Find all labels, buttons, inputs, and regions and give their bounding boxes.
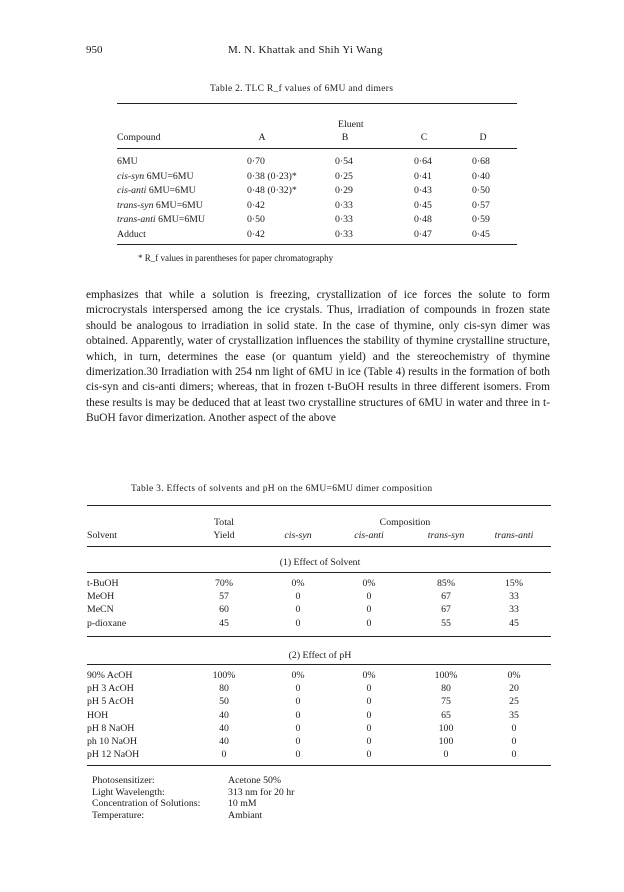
table2-cell-d: 0·57 [472, 199, 490, 211]
table3-cis-syn-cell: 0 [295, 617, 301, 629]
table2-compound-cell [117, 156, 138, 167]
table3-head-composition: Composition [379, 517, 431, 528]
table3-bottom-rule [87, 765, 551, 766]
table3-cis-syn-cell: 0 [295, 604, 301, 616]
table3-top-rule [87, 505, 551, 506]
table3-solvent-cell: 90% AcOH [87, 670, 133, 681]
table3-trans-syn-cell: 100% [434, 670, 458, 681]
table3-condition-label: Concentration of Solutions: [92, 798, 201, 809]
table3-condition-value: 10 mM [228, 798, 257, 809]
table3-head-trans-anti: trans-anti [494, 530, 534, 541]
table3-condition-label: Temperature: [92, 809, 145, 821]
table3-trans-syn-cell: 67 [441, 591, 451, 603]
table3-cis-syn-cell: 0% [291, 578, 305, 589]
table3-trans-syn-cell: 0 [443, 749, 449, 761]
table3-trans-anti-cell: 0% [507, 670, 521, 681]
table3-yield-cell: 100% [212, 670, 236, 681]
table3-trans-anti-cell: 15% [505, 578, 523, 589]
table3-cis-anti-cell: 0 [366, 709, 372, 721]
table2-cell-b: 0·33 [335, 199, 353, 211]
table3-section2-rule [87, 664, 551, 665]
table3-cis-syn-cell: 0 [295, 591, 301, 603]
table2-cell-a: 0·70 [247, 156, 265, 167]
table2-compound-name: 6MU=6MU [144, 170, 194, 182]
table2-compound-cell [117, 171, 194, 182]
table2-cell-c: 0·64 [414, 156, 432, 167]
table3-solvent-cell: p-dioxane [87, 617, 127, 629]
table3-solvent-cell: HOH [87, 709, 109, 721]
table2-cell-c: 0·45 [414, 199, 432, 211]
table2-cell-d: 0·50 [472, 185, 490, 197]
table3-yield-cell: 45 [219, 617, 229, 629]
table2-cell-a: 0·48 (0·32)* [247, 185, 297, 197]
table3-cis-anti-cell: 0% [362, 578, 376, 589]
table3-yield-cell: 80 [219, 683, 229, 695]
table3-header-rule [87, 546, 551, 547]
table2-cell-a: 0·38 (0·23)* [247, 170, 297, 182]
table2-compound-name: 6MU [117, 156, 138, 167]
table3-trans-anti-cell: 0 [511, 749, 517, 761]
table3-cis-anti-cell: 0 [366, 696, 372, 708]
table3-trans-anti-cell: 20 [509, 683, 519, 695]
table3-trans-anti-cell: 33 [509, 591, 519, 603]
table3-condition-label: Light Wavelength: [92, 786, 165, 798]
table3-section2-title: (2) Effect of pH [288, 650, 352, 661]
table3-trans-anti-cell: 0 [511, 736, 517, 747]
table3-condition-label: Photosensitizer: [92, 775, 155, 786]
table3-head-cis-anti: cis-anti [354, 530, 384, 541]
page-number: 950 [86, 44, 103, 56]
table2-compound-prefix: cis-syn [117, 170, 145, 182]
table3-yield-cell: 40 [219, 722, 229, 734]
table2-compound-cell [117, 214, 205, 225]
table3-trans-syn-cell: 55 [441, 617, 451, 629]
table3-head-trans-syn: trans-syn [427, 530, 465, 541]
table3-solvent-cell: pH 3 AcOH [87, 683, 134, 695]
table2-cell-d: 0·40 [472, 170, 490, 182]
table3-trans-anti-cell: 25 [509, 696, 519, 708]
table3-trans-anti-cell: 0 [511, 722, 517, 734]
table2-cell-d: 0·59 [472, 214, 490, 226]
table3-cis-anti-cell: 0 [366, 749, 372, 761]
table3-yield-cell: 57 [219, 591, 229, 603]
table3-cis-anti-cell: 0 [366, 683, 372, 695]
table3-cis-anti-cell: 0% [362, 670, 376, 681]
table3-solvent-cell: t-BuOH [87, 578, 119, 589]
table2-cell-c: 0·41 [414, 170, 432, 182]
table3-solvent-cell: pH 8 NaOH [87, 722, 135, 734]
table3-cis-syn-cell: 0 [295, 722, 301, 734]
table2-cell-a: 0·42 [247, 199, 265, 211]
table3-yield-cell: 60 [219, 604, 229, 616]
table2-compound-cell [117, 200, 203, 211]
table2-cell-b: 0·33 [335, 214, 353, 226]
table3-cis-anti-cell: 0 [366, 617, 372, 629]
table2-col-b: B [341, 132, 349, 143]
table3-section1-end-rule [87, 636, 551, 637]
table3-trans-anti-cell: 35 [509, 709, 519, 721]
running-header-authors: M. N. Khattak and Shih Yi Wang [228, 44, 383, 56]
table3-cis-anti-cell: 0 [366, 604, 372, 616]
table3-trans-syn-cell: 100 [438, 722, 454, 734]
table3-solvent-cell: pH 12 NaOH [87, 749, 140, 761]
table2-cell-c: 0·43 [414, 185, 432, 197]
table3-condition-value: Ambiant [228, 809, 263, 821]
table2-cell-a: 0·42 [247, 229, 265, 240]
table2-compound-name: 6MU=6MU [153, 199, 203, 211]
table3-trans-syn-cell: 85% [437, 578, 455, 589]
table3-solvent-cell: pH 5 AcOH [87, 696, 134, 708]
table3-head-total: Total [214, 517, 234, 528]
table3-trans-syn-cell: 100 [438, 736, 454, 747]
table3-trans-anti-cell: 33 [509, 604, 519, 616]
table2-col-a: A [258, 132, 266, 143]
table2-cell-a: 0·50 [247, 214, 265, 226]
body-paragraph [86, 288, 550, 427]
table3-trans-syn-cell: 67 [441, 604, 451, 616]
table2-cell-c: 0·48 [414, 214, 432, 226]
table2-footnote: * R_f values in parentheses for paper chromatography [138, 253, 334, 263]
table3-condition-value: Acetone 50% [228, 775, 282, 786]
table2-cell-b: 0·54 [335, 156, 353, 167]
table3-cis-syn-cell: 0 [295, 696, 301, 708]
table3-yield-cell: 70% [215, 578, 233, 589]
table2-compound-prefix: trans-anti [117, 214, 156, 226]
table3-head-solvent: Solvent [87, 530, 117, 541]
table2-eluent-label: Eluent [338, 119, 364, 130]
table3-yield-cell: 40 [219, 736, 229, 747]
table2-header-rule [117, 148, 517, 149]
table3-trans-syn-cell: 75 [441, 696, 451, 708]
table2-compound-name: 6MU=6MU [146, 185, 196, 197]
table2-cell-d: 0·45 [472, 229, 490, 240]
table2-compound-prefix: cis-anti [117, 185, 147, 197]
table3-trans-syn-cell: 65 [441, 709, 451, 721]
table3-cis-syn-cell: 0 [295, 736, 301, 747]
table3-yield-cell: 50 [219, 696, 229, 708]
table3-condition-value: 313 nm for 20 hr [228, 786, 295, 798]
table3-cis-syn-cell: 0 [295, 749, 301, 761]
table2-cell-b: 0·33 [335, 229, 353, 240]
table2-compound-name: Adduct [117, 229, 146, 240]
table2-col-d: D [479, 132, 487, 143]
table3-solvent-cell: MeOH [87, 591, 115, 603]
table2-compound-cell [117, 229, 146, 240]
table3-head-yield: Yield [213, 530, 235, 541]
table2-top-rule [117, 103, 517, 104]
table3-section1-rule [87, 572, 551, 573]
table2-cell-b: 0·29 [335, 185, 353, 197]
table2-compound-cell [117, 185, 196, 196]
table2-cell-b: 0·25 [335, 170, 353, 182]
body-paragraph-text: emphasizes that while a solution is freezing, crystallization of ice forces the solute to form microcrystals interspersed among the ice crystals. Thus, irradiation of compounds in frozen state should be analogous to irradiation in solid state. In the case of thymine, only cis-syn dimer was obtained. Apparently, water of crystallization influences the stability of thymine crystalline structure, which, in turn, determines the ease (or quantum yield) and the stereochemistry of thymine dimerization.30 Irradiation with 254 nm light of 6MU in ice (Table 4) results in the formation of both cis-syn and cis-anti dimers; whereas, that in frozen t-BuOH results in three different isomers. From these results is may be deduced that at least two crystalline structures of 6MU in water and three in t-BuOH favor dimerization. Another aspect of the above [86, 289, 550, 425]
table3-trans-anti-cell: 45 [509, 617, 519, 629]
table2-caption: Table 2. TLC R_f values of 6MU and dimers [210, 84, 394, 94]
table3-trans-syn-cell: 80 [441, 683, 451, 695]
table3-cis-syn-cell: 0% [291, 670, 305, 681]
table2-col-compound: Compound [117, 132, 161, 143]
table3-head-cis-syn: cis-syn [284, 530, 312, 541]
table2-bottom-rule [117, 244, 517, 245]
table3-cis-syn-cell: 0 [295, 683, 301, 695]
table3-cis-anti-cell: 0 [366, 736, 372, 747]
table3-cis-anti-cell: 0 [366, 722, 372, 734]
table3-cis-anti-cell: 0 [366, 591, 372, 603]
table3-section1-title: (1) Effect of Solvent [279, 557, 361, 568]
table3-solvent-cell: MeCN [87, 604, 114, 616]
table3-caption: Table 3. Effects of solvents and pH on the 6MU=6MU dimer composition [131, 484, 433, 494]
table3-yield-cell: 40 [219, 709, 229, 721]
table3-solvent-cell: ph 10 NaOH [87, 736, 138, 747]
table2-compound-prefix: trans-syn [117, 199, 154, 211]
table2-cell-d: 0·68 [472, 156, 490, 167]
table2-compound-name: 6MU=6MU [155, 214, 205, 226]
table3-cis-syn-cell: 0 [295, 709, 301, 721]
table2-col-c: C [420, 132, 428, 143]
table2-cell-c: 0·47 [414, 229, 432, 240]
table3-yield-cell: 0 [221, 749, 227, 761]
